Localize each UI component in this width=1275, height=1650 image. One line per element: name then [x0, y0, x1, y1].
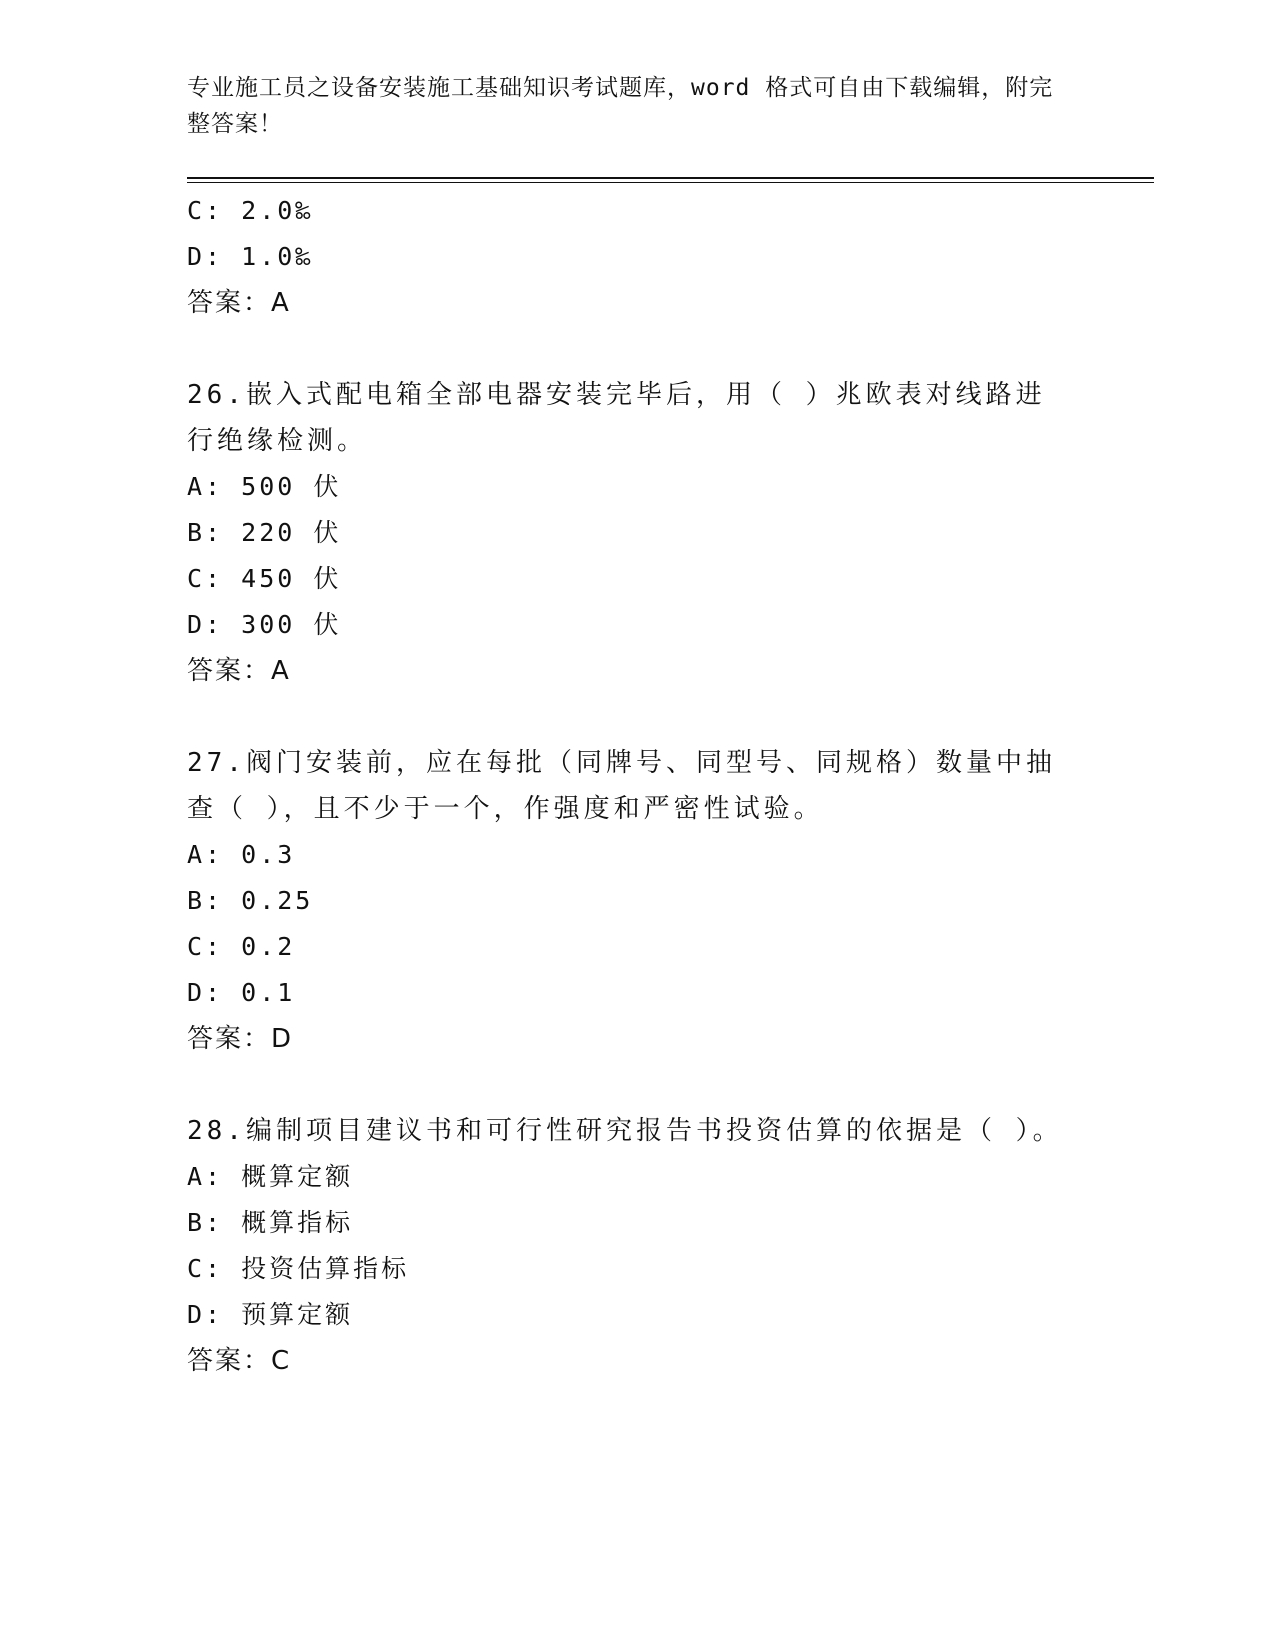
question-stem: 26.嵌入式配电箱全部电器安装完毕后，用（ ）兆欧表对线路进行绝缘检测。	[187, 380, 1046, 456]
header-divider-thin	[187, 182, 1154, 183]
question-stem: 27.阀门安装前，应在每批（同牌号、同型号、同规格）数量中抽查（ ），且不少于一个，作强度和严密性试验。	[187, 748, 1056, 824]
option-c: C: 投资估算指标	[187, 1254, 410, 1283]
option-c: C: 450 伏	[187, 564, 342, 593]
option-d: D: 预算定额	[187, 1300, 354, 1329]
option-d: D: 300 伏	[187, 610, 342, 639]
question-25-tail	[187, 188, 1087, 326]
option-a: A: 概算定额	[187, 1162, 354, 1191]
option-b: B: 220 伏	[187, 518, 342, 547]
option-a: A: 0.3	[187, 840, 296, 869]
question-26	[187, 372, 1087, 694]
option-d: D: 1.0‰	[187, 242, 314, 271]
document-body	[187, 188, 1087, 1384]
question-stem: 28.编制项目建议书和可行性研究报告书投资估算的依据是（ ）。	[187, 1116, 1063, 1146]
question-28	[187, 1108, 1087, 1384]
spacer	[187, 326, 1087, 372]
option-d: D: 0.1	[187, 978, 296, 1007]
answer-line: 答案：D	[187, 1024, 294, 1054]
question-27	[187, 740, 1087, 1062]
header-divider-thick	[187, 177, 1154, 179]
option-b: B: 0.25	[187, 886, 314, 915]
spacer	[187, 694, 1087, 740]
answer-line: 答案：A	[187, 288, 291, 318]
spacer	[187, 1062, 1087, 1108]
option-c: C: 0.2	[187, 932, 296, 961]
option-a: A: 500 伏	[187, 472, 342, 501]
answer-line: 答案：A	[187, 656, 291, 686]
answer-line: 答案：C	[187, 1346, 292, 1376]
option-b: B: 概算指标	[187, 1208, 354, 1237]
document-header: 专业施工员之设备安装施工基础知识考试题库，word 格式可自由下载编辑，附完整答案！	[187, 75, 1054, 137]
option-c: C: 2.0‰	[187, 196, 314, 225]
